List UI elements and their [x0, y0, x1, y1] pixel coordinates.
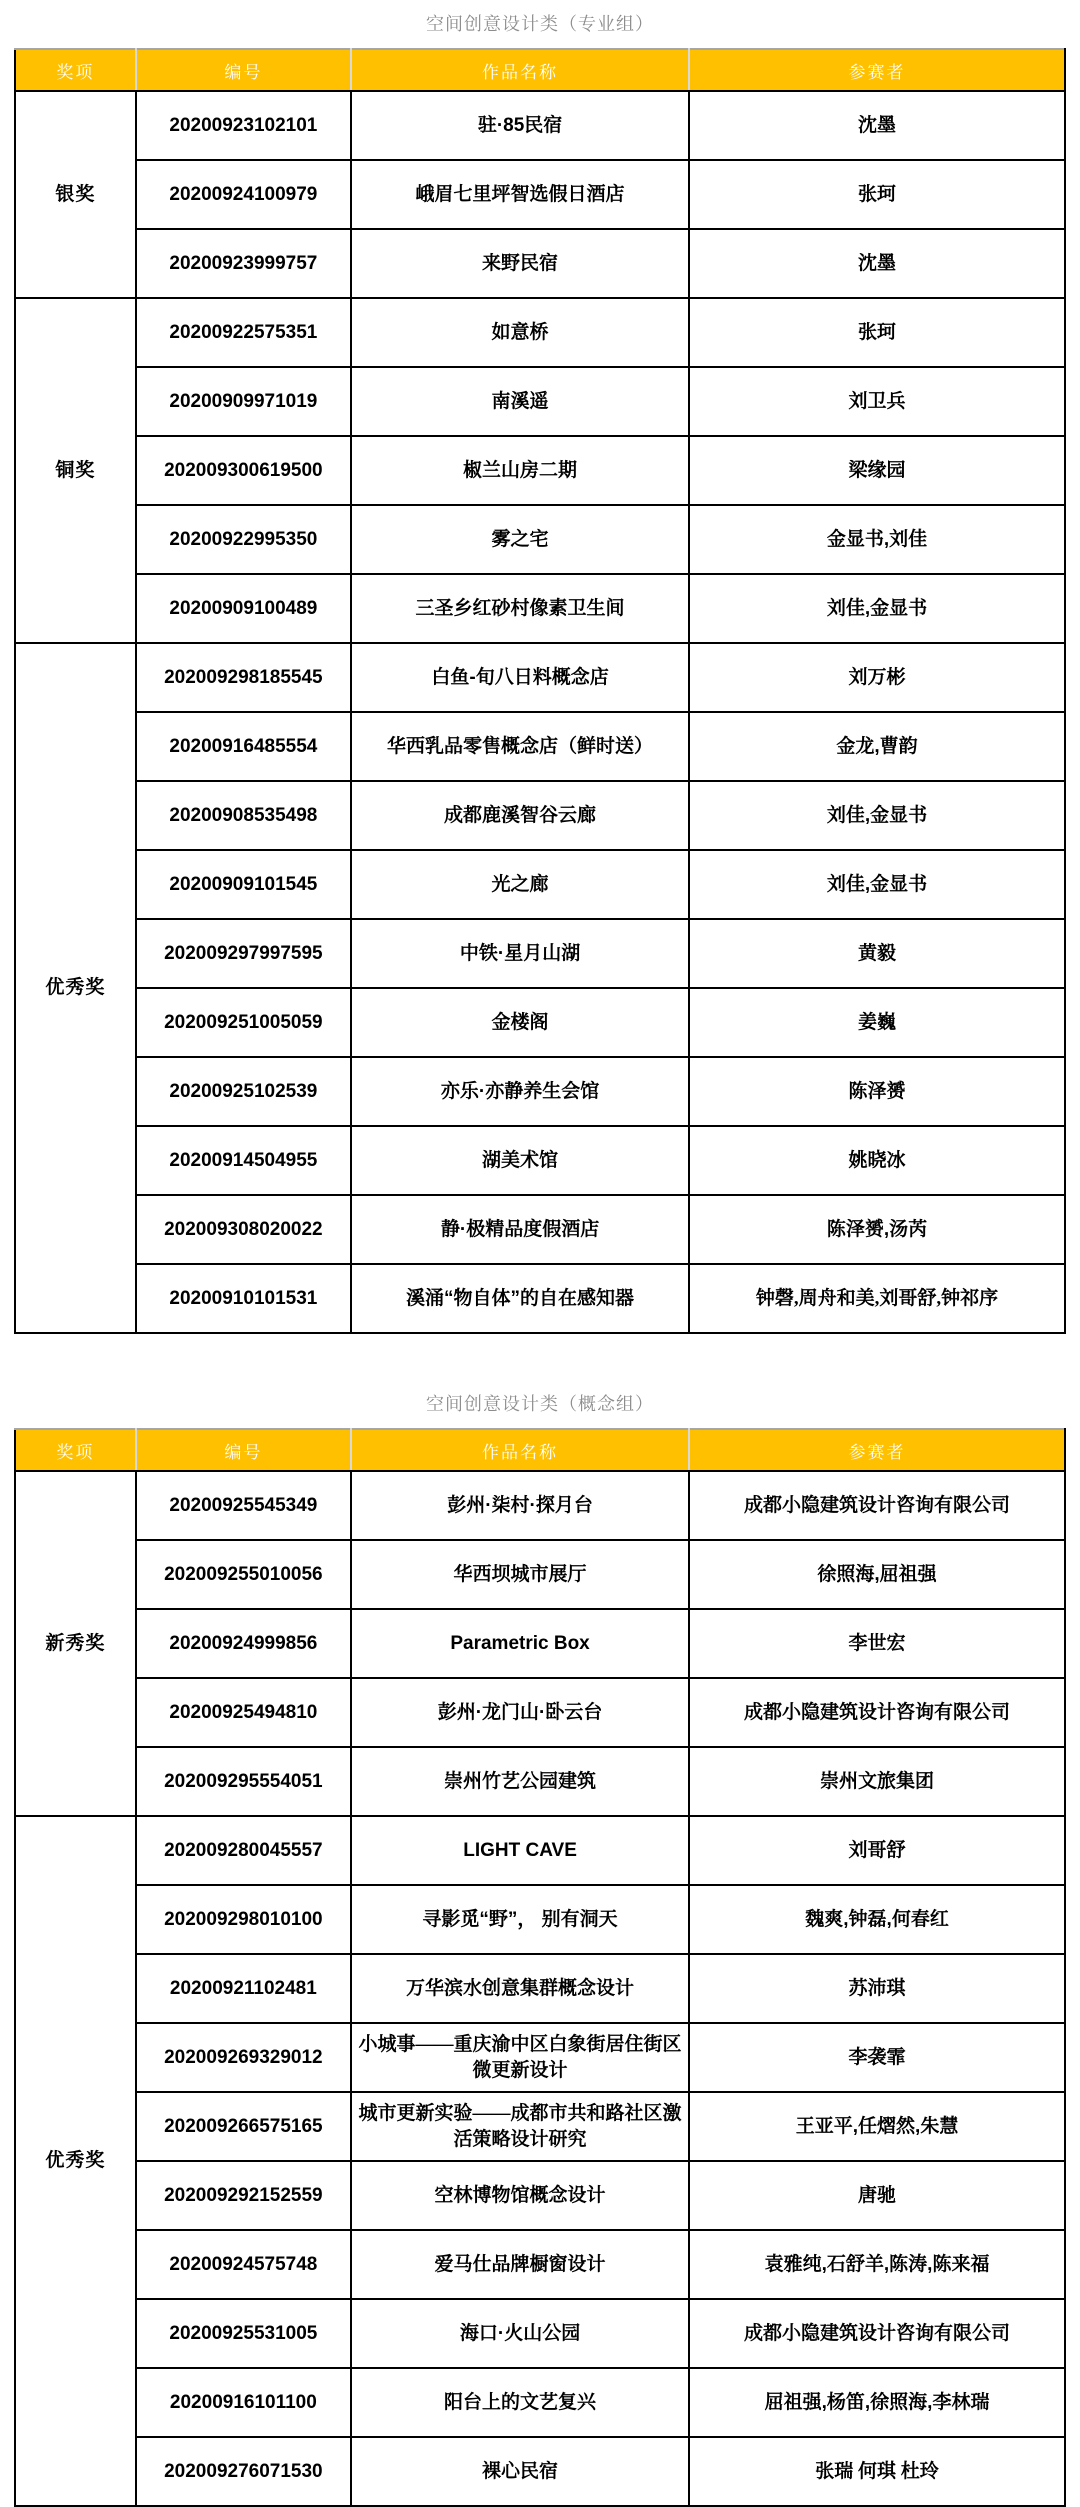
work-name-cell: 静·极精品度假酒店: [351, 1195, 689, 1264]
entry-id-cell: 202009295554051: [136, 1747, 351, 1816]
work-name-cell: 崇州竹艺公园建筑: [351, 1747, 689, 1816]
work-name-cell: 三圣乡红砂村像素卫生间: [351, 574, 689, 643]
participant-cell: 金龙,曹韵: [689, 712, 1065, 781]
entry-id-cell: 202009269329012: [136, 2023, 351, 2092]
awards-table-concept: [14, 1428, 1066, 2507]
table-row: [15, 850, 1065, 919]
work-name-cell: 彭州·柒村·探月台: [351, 1471, 689, 1540]
work-name-cell: 爱马仕品牌橱窗设计: [351, 2230, 689, 2299]
participant-cell: 刘佳,金显书: [689, 574, 1065, 643]
work-name-cell: 华西坝城市展厅: [351, 1540, 689, 1609]
table-row: [15, 1057, 1065, 1126]
participant-cell: 成都小隐建筑设计咨询有限公司: [689, 2299, 1065, 2368]
work-name-cell: 椒兰山房二期: [351, 436, 689, 505]
table-row: [15, 919, 1065, 988]
work-name-cell: 湖美术馆: [351, 1126, 689, 1195]
table-row: [15, 574, 1065, 643]
work-name-cell: 成都鹿溪智谷云廊: [351, 781, 689, 850]
participant-cell: 陈泽赟,汤芮: [689, 1195, 1065, 1264]
column-header-1: 编号: [136, 49, 351, 91]
entry-id-cell: 202009255010056: [136, 1540, 351, 1609]
work-name-cell: 寻影觅“野”， 别有洞天: [351, 1885, 689, 1954]
participant-cell: 崇州文旅集团: [689, 1747, 1065, 1816]
participant-cell: 徐照海,屈祖强: [689, 1540, 1065, 1609]
entry-id-cell: 20200925102539: [136, 1057, 351, 1126]
header-row: [15, 1429, 1065, 1471]
table-row: [15, 2023, 1065, 2092]
work-name-cell: 白鱼-旬八日料概念店: [351, 643, 689, 712]
table-row: [15, 1747, 1065, 1816]
work-name-cell: Parametric Box: [351, 1609, 689, 1678]
work-name-cell: 如意桥: [351, 298, 689, 367]
table-row: [15, 712, 1065, 781]
table-row: [15, 505, 1065, 574]
work-name-cell: 华西乳品零售概念店（鲜时送）: [351, 712, 689, 781]
entry-id-cell: 202009298185545: [136, 643, 351, 712]
work-name-cell: 中铁·星月山湖: [351, 919, 689, 988]
participant-cell: 屈祖强,杨笛,徐照海,李林瑞: [689, 2368, 1065, 2437]
table-row: [15, 1954, 1065, 2023]
entry-id-cell: 202009251005059: [136, 988, 351, 1057]
table-row: [15, 1195, 1065, 1264]
participant-cell: 姜巍: [689, 988, 1065, 1057]
participant-cell: 刘卫兵: [689, 367, 1065, 436]
work-name-cell: 亦乐·亦静养生会馆: [351, 1057, 689, 1126]
participant-cell: 张珂: [689, 160, 1065, 229]
entry-id-cell: 202009300619500: [136, 436, 351, 505]
entry-id-cell: 20200910101531: [136, 1264, 351, 1333]
table-row: [15, 1678, 1065, 1747]
table-row: [15, 1609, 1065, 1678]
table-row: [15, 1471, 1065, 1540]
column-header-3: 参赛者: [689, 49, 1065, 91]
table-row: [15, 1126, 1065, 1195]
entry-id-cell: 20200925545349: [136, 1471, 351, 1540]
work-name-cell: 驻·85民宿: [351, 91, 689, 160]
participant-cell: 梁缘园: [689, 436, 1065, 505]
participant-cell: 王亚平,任熠然,朱慧: [689, 2092, 1065, 2161]
participant-cell: 沈墨: [689, 229, 1065, 298]
column-header-0: 奖项: [15, 1429, 136, 1471]
table-row: [15, 1264, 1065, 1333]
entry-id-cell: 20200909100489: [136, 574, 351, 643]
table-row: [15, 2368, 1065, 2437]
work-name-cell: 南溪遥: [351, 367, 689, 436]
entry-id-cell: 20200909101545: [136, 850, 351, 919]
table-row: [15, 2161, 1065, 2230]
entry-id-cell: 20200914504955: [136, 1126, 351, 1195]
section-title-concept: 空间创意设计类（概念组）: [426, 1394, 654, 1414]
entry-id-cell: 20200924999856: [136, 1609, 351, 1678]
participant-cell: 张珂: [689, 298, 1065, 367]
work-name-cell: LIGHT CAVE: [351, 1816, 689, 1885]
table-row: [15, 367, 1065, 436]
participant-cell: 沈墨: [689, 91, 1065, 160]
work-name-cell: 阳台上的文艺复兴: [351, 2368, 689, 2437]
table-row: [15, 781, 1065, 850]
entry-id-cell: 20200925494810: [136, 1678, 351, 1747]
participant-cell: 刘佳,金显书: [689, 850, 1065, 919]
entry-id-cell: 20200916485554: [136, 712, 351, 781]
award-cell: 新秀奖: [15, 1471, 136, 1816]
participant-cell: 姚晓冰: [689, 1126, 1065, 1195]
table-row: [15, 1885, 1065, 1954]
entry-id-cell: 202009298010100: [136, 1885, 351, 1954]
column-header-1: 编号: [136, 1429, 351, 1471]
column-header-2: 作品名称: [351, 1429, 689, 1471]
column-header-2: 作品名称: [351, 49, 689, 91]
table-row: [15, 643, 1065, 712]
table-row: [15, 1816, 1065, 1885]
participant-cell: 李世宏: [689, 1609, 1065, 1678]
participant-cell: 刘佳,金显书: [689, 781, 1065, 850]
work-name-cell: 裸心民宿: [351, 2437, 689, 2506]
table-row: [15, 2437, 1065, 2506]
entry-id-cell: 20200916101100: [136, 2368, 351, 2437]
award-cell: 优秀奖: [15, 1816, 136, 2506]
work-name-cell: 彭州·龙门山·卧云台: [351, 1678, 689, 1747]
table-row: [15, 298, 1065, 367]
entry-id-cell: 202009266575165: [136, 2092, 351, 2161]
table-row: [15, 1540, 1065, 1609]
table-row: [15, 91, 1065, 160]
award-cell: 铜奖: [15, 298, 136, 643]
table-row: [15, 160, 1065, 229]
work-name-cell: 海口·火山公园: [351, 2299, 689, 2368]
entry-id-cell: 20200924575748: [136, 2230, 351, 2299]
table-row: [15, 436, 1065, 505]
work-name-cell: 小城事——重庆渝中区白象街居住街区微更新设计: [351, 2023, 689, 2092]
work-name-cell: 雾之宅: [351, 505, 689, 574]
table-row: [15, 2299, 1065, 2368]
entry-id-cell: 20200908535498: [136, 781, 351, 850]
entry-id-cell: 20200922995350: [136, 505, 351, 574]
work-name-cell: 光之廊: [351, 850, 689, 919]
award-cell: 银奖: [15, 91, 136, 298]
participant-cell: 金显书,刘佳: [689, 505, 1065, 574]
entry-id-cell: 20200922575351: [136, 298, 351, 367]
awards-table-professional: [14, 48, 1066, 1334]
work-name-cell: 来野民宿: [351, 229, 689, 298]
entry-id-cell: 20200924100979: [136, 160, 351, 229]
header-row: [15, 49, 1065, 91]
work-name-cell: 溪涌“物自体”的自在感知器: [351, 1264, 689, 1333]
entry-id-cell: 20200923102101: [136, 91, 351, 160]
table-row: [15, 2092, 1065, 2161]
participant-cell: 黄毅: [689, 919, 1065, 988]
participant-cell: 刘哥舒: [689, 1816, 1065, 1885]
award-cell: 优秀奖: [15, 643, 136, 1333]
participant-cell: 袁雅纯,石舒羊,陈涛,陈来福: [689, 2230, 1065, 2299]
work-name-cell: 金楼阁: [351, 988, 689, 1057]
entry-id-cell: 202009292152559: [136, 2161, 351, 2230]
entry-id-cell: 202009297997595: [136, 919, 351, 988]
participant-cell: 唐驰: [689, 2161, 1065, 2230]
entry-id-cell: 20200921102481: [136, 1954, 351, 2023]
table-row: [15, 988, 1065, 1057]
entry-id-cell: 202009280045557: [136, 1816, 351, 1885]
entry-id-cell: 202009276071530: [136, 2437, 351, 2506]
entry-id-cell: 20200923999757: [136, 229, 351, 298]
section-title-professional: 空间创意设计类（专业组）: [426, 14, 654, 34]
work-name-cell: 空林博物馆概念设计: [351, 2161, 689, 2230]
participant-cell: 张瑞 何琪 杜玲: [689, 2437, 1065, 2506]
participant-cell: 成都小隐建筑设计咨询有限公司: [689, 1678, 1065, 1747]
table-row: [15, 2230, 1065, 2299]
column-header-3: 参赛者: [689, 1429, 1065, 1471]
participant-cell: 李袭霏: [689, 2023, 1065, 2092]
participant-cell: 刘万彬: [689, 643, 1065, 712]
work-name-cell: 峨眉七里坪智选假日酒店: [351, 160, 689, 229]
work-name-cell: 城市更新实验——成都市共和路社区激活策略设计研究: [351, 2092, 689, 2161]
participant-cell: 钟磬,周舟和美,刘哥舒,钟祁序: [689, 1264, 1065, 1333]
entry-id-cell: 202009308020022: [136, 1195, 351, 1264]
column-header-0: 奖项: [15, 49, 136, 91]
section-concept: [0, 1334, 1080, 2507]
participant-cell: 苏沛琪: [689, 1954, 1065, 2023]
entry-id-cell: 20200925531005: [136, 2299, 351, 2368]
entry-id-cell: 20200909971019: [136, 367, 351, 436]
participant-cell: 陈泽赟: [689, 1057, 1065, 1126]
work-name-cell: 万华滨水创意集群概念设计: [351, 1954, 689, 2023]
table-row: [15, 229, 1065, 298]
participant-cell: 魏爽,钟磊,何春红: [689, 1885, 1065, 1954]
participant-cell: 成都小隐建筑设计咨询有限公司: [689, 1471, 1065, 1540]
